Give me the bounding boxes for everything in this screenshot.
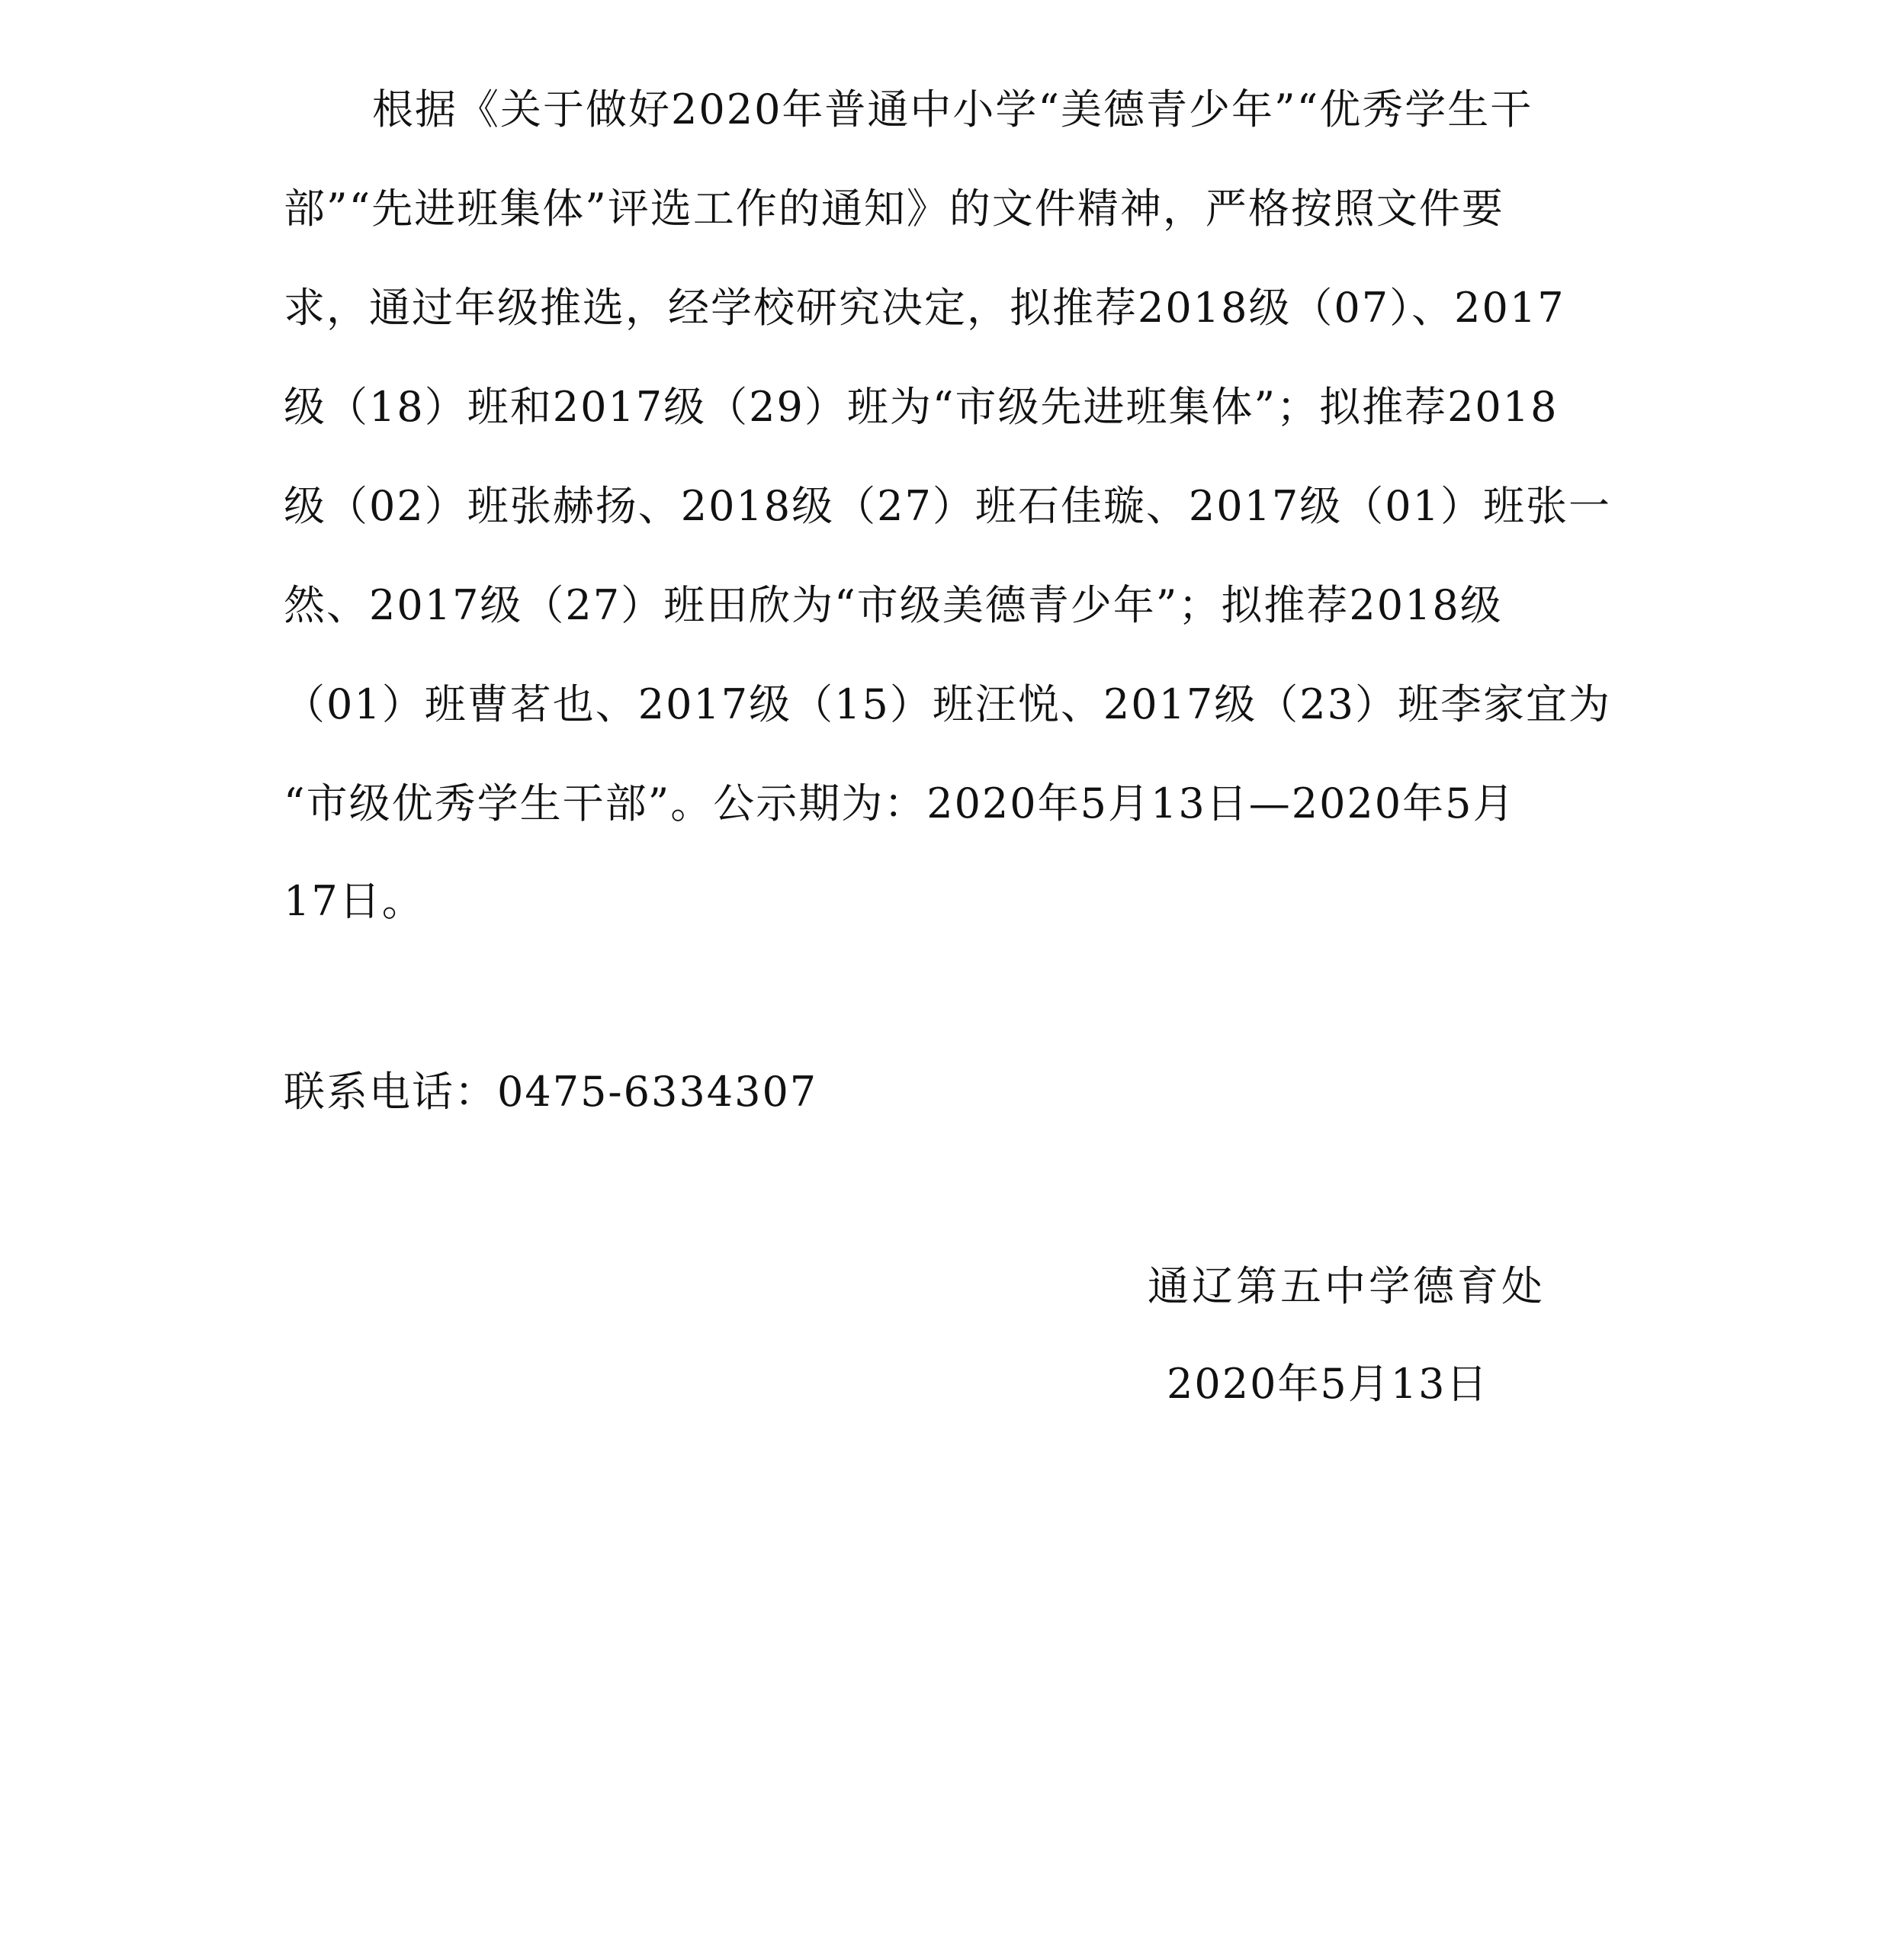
notice-line-4: 级（18）班和2017级（29）班为“市级先进班集体”；拟推荐2018: [284, 383, 1559, 431]
notice-line-5: 级（02）班张赫扬、2018级（27）班石佳璇、2017级（01）班张一: [284, 482, 1611, 530]
signature-date: 2020年5月13日: [1167, 1360, 1489, 1408]
signature-organization: 通辽第五中学德育处: [1148, 1262, 1546, 1310]
notice-line-8: “市级优秀学生干部”。公示期为：2020年5月13日—2020年5月: [284, 779, 1516, 827]
notice-line-9: 17日。: [284, 877, 425, 925]
notice-line-6: 然、2017级（27）班田欣为“市级美德青少年”；拟推荐2018级: [284, 581, 1503, 629]
contact-phone: 联系电话：0475-6334307: [284, 1068, 818, 1116]
notice-line-2: 部”“先进班集体”评选工作的通知》的文件精神，严格按照文件要: [284, 185, 1504, 233]
notice-line-7: （01）班曹茗也、2017级（15）班汪悦、2017级（23）班李家宜为: [284, 680, 1611, 728]
notice-line-1: 根据《关于做好2020年普通中小学“美德青少年”“优秀学生干: [372, 85, 1533, 133]
notice-line-3: 求，通过年级推选，经学校研究决定，拟推荐2018级（07）、2017: [284, 284, 1565, 332]
